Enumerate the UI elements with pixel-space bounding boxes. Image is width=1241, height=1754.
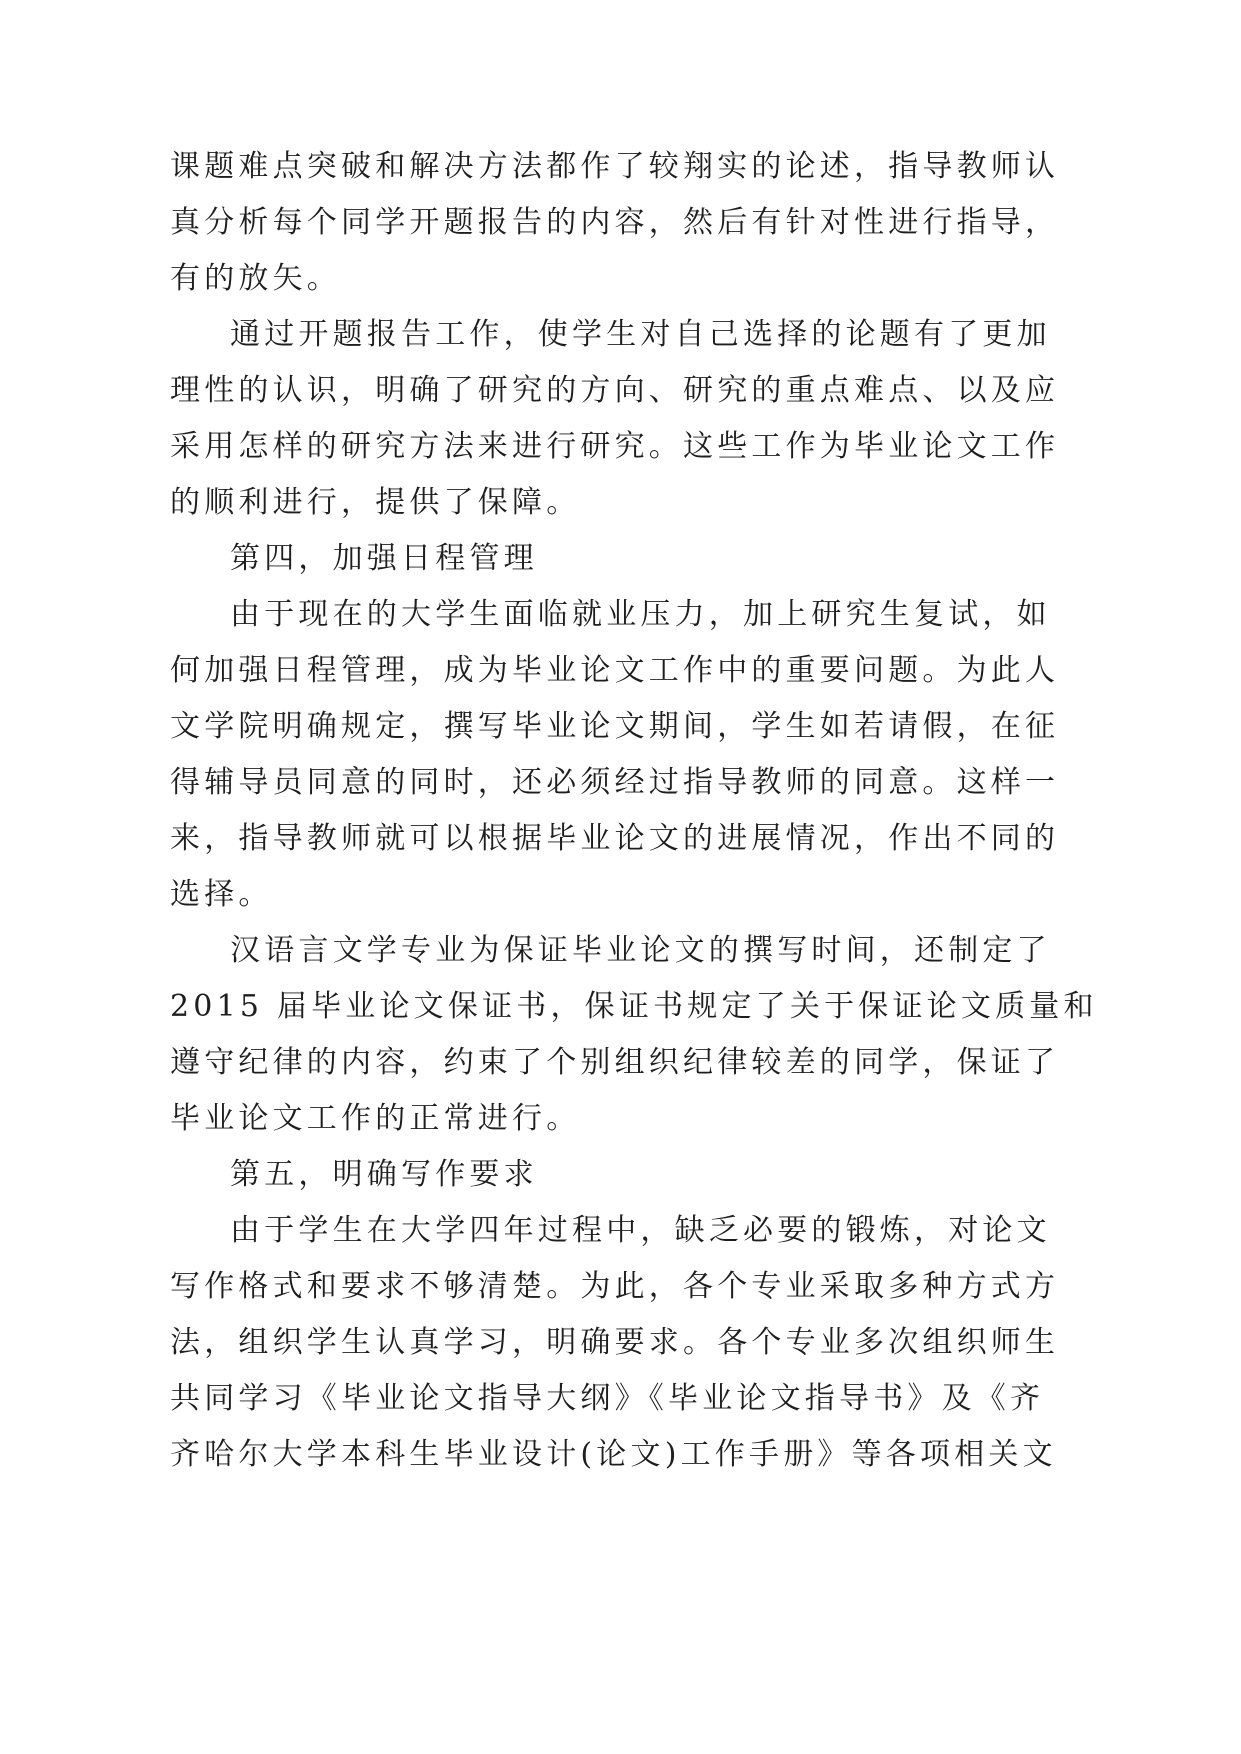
text-line: 来，指导教师就可以根据毕业论文的进展情况，作出不同的 [170,821,1060,856]
paragraph-first-line: 汉语言文学专业为保证毕业论文的撰写时间，还制定了 [230,933,1051,968]
section-heading: 第四，加强日程管理 [230,541,538,576]
text-line: 写作格式和要求不够清楚。为此，各个专业采取多种方式方 [170,1269,1060,1304]
text-line: 共同学习《毕业论文指导大纲》《毕业论文指导书》及《齐 [170,1381,1045,1416]
text-line: 何加强日程管理，成为毕业论文工作中的重要问题。为此人 [170,653,1060,688]
text-line: 得辅导员同意的同时，还必须经过指导教师的同意。这样一 [170,765,1060,800]
text-line: 齐哈尔大学本科生毕业设计(论文)工作手册》等各项相关文 [170,1437,1057,1472]
text-line: 法，组织学生认真学习，明确要求。各个专业多次组织师生 [170,1325,1060,1360]
text-line: 课题难点突破和解决方法都作了较翔实的论述，指导教师认 [170,149,1060,184]
text-line: 选择。 [170,877,273,912]
text-line: 真分析每个同学开题报告的内容，然后有针对性进行指导， [170,205,1060,240]
section-heading: 第五，明确写作要求 [230,1157,538,1192]
text-line: 理性的认识，明确了研究的方向、研究的重点难点、以及应 [170,373,1060,408]
paragraph-first-line: 由于学生在大学四年过程中，缺乏必要的锻炼，对论文 [230,1213,1051,1248]
text-line: 毕业论文工作的正常进行。 [170,1101,581,1136]
text-line: 文学院明确规定，撰写毕业论文期间，学生如若请假，在征 [170,709,1060,744]
text-line: 遵守纪律的内容，约束了个别组织纪律较差的同学，保证了 [170,1045,1060,1080]
text-line: 有的放矢。 [170,261,341,296]
paragraph-first-line: 通过开题报告工作，使学生对自己选择的论题有了更加 [230,317,1051,352]
text-line: 采用怎样的研究方法来进行研究。这些工作为毕业论文工作 [170,429,1060,464]
paragraph-first-line: 由于现在的大学生面临就业压力，加上研究生复试，如 [230,597,1051,632]
body-text [170,139,1098,1483]
text-line: 的顺利进行，提供了保障。 [170,485,581,520]
text-line: 2015 届毕业论文保证书，保证书规定了关于保证论文质量和 [170,989,1098,1024]
